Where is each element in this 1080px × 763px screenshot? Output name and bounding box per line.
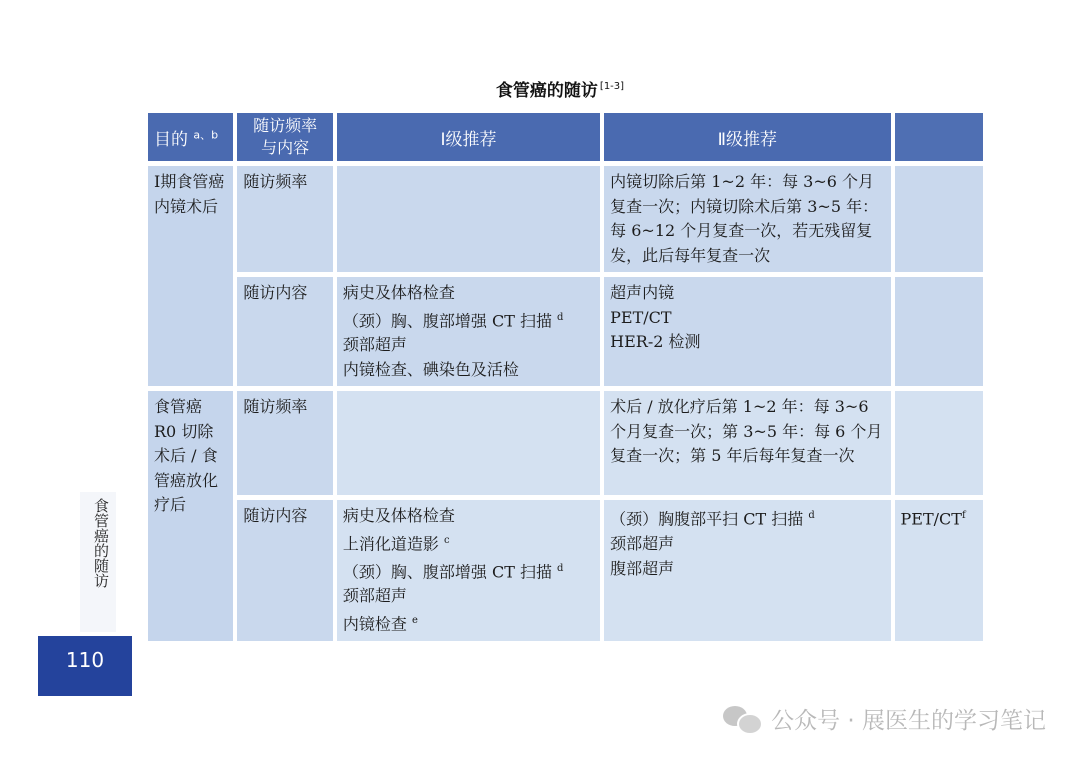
header-row xyxy=(148,113,983,161)
watermark xyxy=(723,701,1046,735)
table-row xyxy=(148,500,983,640)
level2-cell: 超声内镜 PET/CT HER-2 检测 xyxy=(604,277,890,386)
row-label: 随访频率 xyxy=(237,166,332,272)
header-level3 xyxy=(895,113,983,161)
section-tab-label: 食管癌的随访 xyxy=(92,498,110,588)
header-level1: Ⅰ级推荐 xyxy=(337,113,600,161)
wechat-icon xyxy=(723,704,763,732)
level3-cell xyxy=(895,166,983,272)
purpose-cell: 食管癌 R0 切除术后 / 食管癌放化疗后 xyxy=(148,391,233,640)
level1-cell xyxy=(337,166,600,272)
row-label: 随访内容 xyxy=(237,500,332,640)
level2-cell: 术后 / 放化疗后第 1~2 年：每 3~6 个月复查一次；第 3~5 年：每 6 个月复查一次；第 5 年后每年复查一次 xyxy=(604,391,890,495)
header-level2: Ⅱ级推荐 xyxy=(604,113,890,161)
row-label: 随访频率 xyxy=(237,391,332,495)
level3-cell: PET/$CT^f$ xyxy=(895,500,983,640)
row-label: 随访内容 xyxy=(237,277,332,386)
followup-table xyxy=(144,108,987,646)
level2-cell: 内镜切除后第 1~2 年：每 3~6 个月复查一次；内镜切除术后第 3~5 年：每 6~12 个月复查一次，若无残留复发，此后每年复查一次 xyxy=(604,166,890,272)
level1-cell: 病史及体格检查 上消化道造影 $^c$ （颈）胸、腹部增强 CT 扫描 $^d$ 颈部超声 内镜检查 $^e$ xyxy=(337,500,600,640)
title-reference: [1-3] xyxy=(599,81,625,93)
level1-cell: 病史及体格检查 （颈）胸、腹部增强 CT 扫描 $^d$ 颈部超声 内镜检查、碘染色及活检 xyxy=(337,277,600,386)
table-row xyxy=(148,277,983,386)
header-frequency: 随访频率 与内容 xyxy=(237,113,332,161)
table-row xyxy=(148,166,983,272)
level2-cell: （颈）胸腹部平扫 CT 扫描 $^d$ 颈部超声 腹部超声 xyxy=(604,500,890,640)
page-number: 110 xyxy=(38,636,132,696)
table-row xyxy=(148,391,983,495)
level3-cell xyxy=(895,391,983,495)
page-title: 食管癌的随访 [1-3] xyxy=(495,81,625,101)
level3-cell xyxy=(895,277,983,386)
header-purpose: 目的 $^{a、b}$ xyxy=(148,113,233,161)
purpose-cell: Ⅰ期食管癌内镜术后 xyxy=(148,166,233,386)
watermark-text: 公众号 · 展医生的学习笔记 xyxy=(771,707,1046,734)
level1-cell xyxy=(337,391,600,495)
